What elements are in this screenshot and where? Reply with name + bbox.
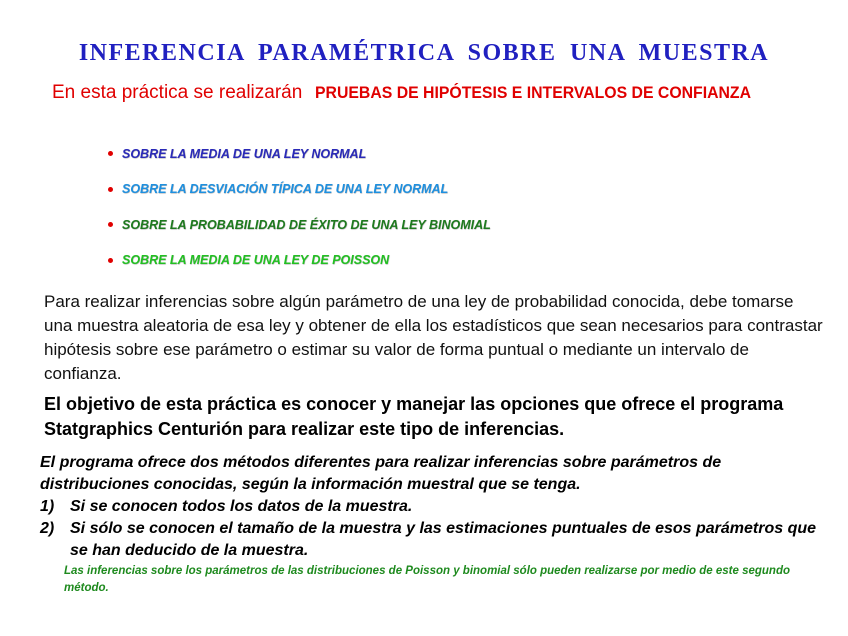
topic-label: SOBRE LA MEDIA DE UNA LEY NORMAL [122, 146, 367, 161]
topic-label: SOBRE LA MEDIA DE UNA LEY DE POISSON [122, 253, 390, 268]
method-number: 1) [40, 498, 55, 515]
objective-paragraph: El objetivo de esta práctica es conocer y manejar las opciones que ofrece el programa Statgraphics Centurión para realizar este tipo de inferencias. [44, 394, 784, 439]
intro-lead: En esta práctica se realizarán [52, 82, 303, 103]
bullet-dot-icon [108, 258, 113, 263]
topic-list [108, 136, 491, 278]
method-number: 2) [40, 520, 55, 537]
methods-section [40, 452, 830, 562]
method-text: Si sólo se conocen el tamaño de la muestra y las estimaciones puntuales de esos parámetros que se han deducido de la muestra. [70, 520, 817, 559]
topic-item-poisson-mean [108, 243, 491, 279]
bullet-dot-icon [108, 187, 113, 192]
method-text: Si se conocen todos los datos de la muestra. [70, 498, 413, 515]
topic-item-binomial-p [108, 207, 491, 243]
explanation-paragraph: Para realizar inferencias sobre algún parámetro de una ley de probabilidad conocida, debe tomarse una muestra aleatoria de esa ley y obtener de ella los estadísticos que sean necesarios para contrastar hipótesis sobre ese parámetro o estimar su valor de forma puntual o mediante un intervalo de confianza. [44, 292, 823, 383]
method-item-2 [40, 518, 830, 562]
topic-label: SOBRE LA DESVIACIÓN TÍPICA DE UNA LEY NORMAL [122, 182, 449, 197]
methods-intro: El programa ofrece dos métodos diferentes para realizar inferencias sobre parámetros de distribuciones conocidas, según la información muestral que se tenga. [40, 454, 722, 493]
topic-label: SOBRE LA PROBABILIDAD DE ÉXITO DE UNA LEY BINOMIAL [122, 217, 491, 232]
footnote: Las inferencias sobre los parámetros de las distribuciones de Poisson y binomial sólo pueden realizarse por medio de este segundo método. [64, 565, 790, 594]
method-item-1 [40, 496, 830, 518]
topic-item-normal-mean [108, 136, 491, 172]
bullet-dot-icon [108, 222, 113, 227]
slide-title: INFERENCIA PARAMÉTRICA SOBRE UNA MUESTRA [78, 40, 770, 66]
topic-item-normal-sd [108, 172, 491, 208]
intro-line [52, 82, 784, 104]
bullet-dot-icon [108, 151, 113, 156]
intro-emphasis: PRUEBAS DE HIPÓTESIS E INTERVALOS DE CONFIANZA [314, 83, 751, 102]
